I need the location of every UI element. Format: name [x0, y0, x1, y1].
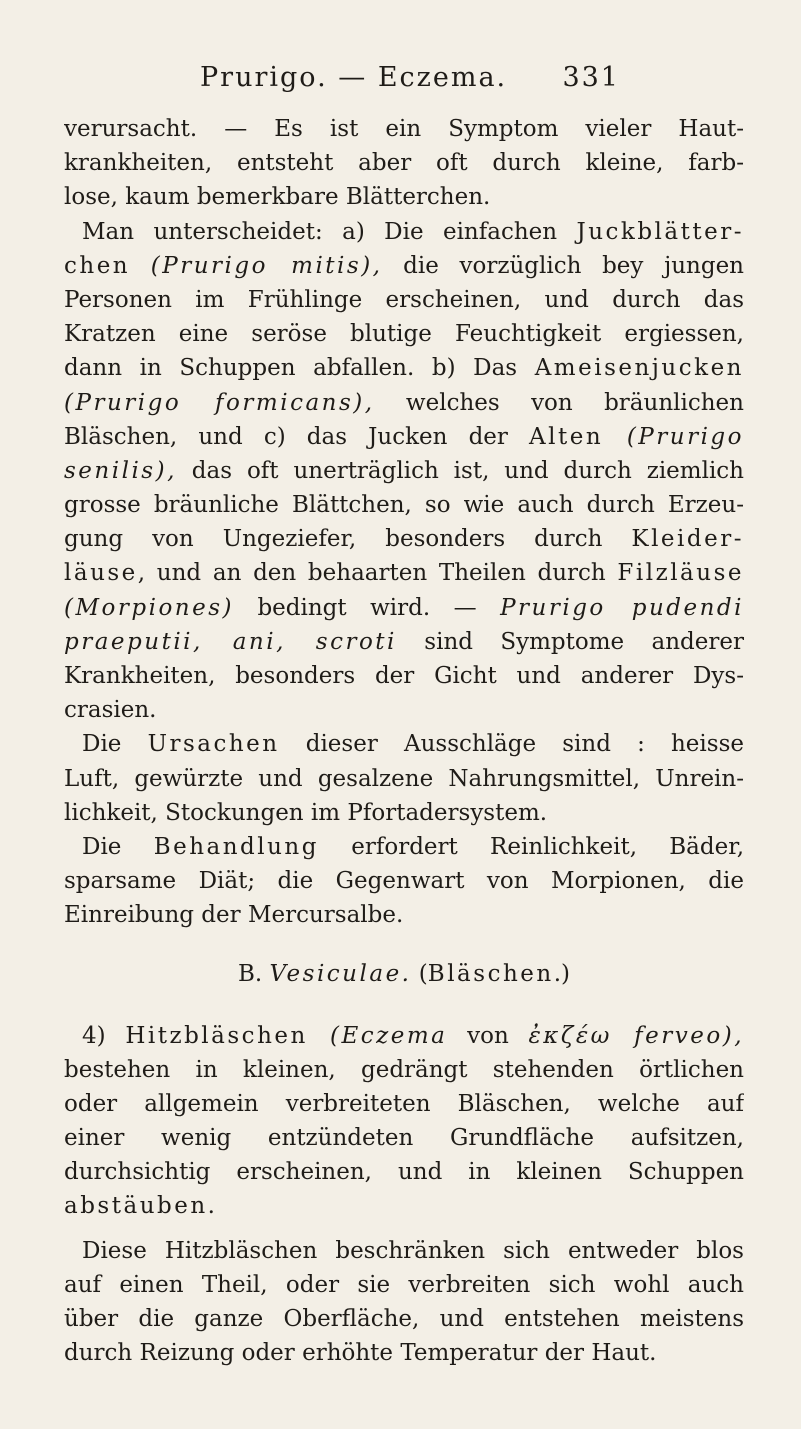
text-line: Einreibung der Mercursalbe. — [64, 902, 404, 929]
page-number: 331 — [562, 62, 620, 93]
running-head — [200, 58, 620, 98]
text-line: durch Reizung oder erhöhte Temperatur der Haut. — [64, 1340, 657, 1367]
text-line: Krankheiten, besonders der Gicht und anderer Dys- — [64, 663, 744, 689]
text-line — [64, 1019, 744, 1053]
emphasis-term: Filzläuse — [617, 560, 744, 587]
text-run: , und an den behaarten Theilen durch — [137, 560, 618, 587]
section-heading — [64, 949, 744, 999]
latin-term: (Prurigo — [603, 423, 744, 450]
text-line: verursacht. — Es ist ein Symptom vieler Haut- — [64, 116, 744, 142]
text-line: crasien. — [64, 697, 157, 724]
latin-term: praeputii, ani, scroti — [64, 628, 397, 655]
emphasis-term: chen — [64, 252, 131, 279]
greek-term: ἐκζέω — [528, 1022, 612, 1049]
text-line: Personen im Frühlinge erscheinen, und durch das — [64, 286, 744, 313]
text-line — [64, 625, 744, 659]
text-line — [64, 591, 744, 625]
text-line: bestehen in kleinen, gedrängt stehenden örtlichen — [64, 1056, 744, 1083]
text-line: Diese Hitzbläschen beschränken sich entweder blos — [82, 1237, 744, 1264]
text-run: 4) — [82, 1022, 126, 1049]
latin-term: (Prurigo mitis), — [150, 252, 383, 279]
text-line — [64, 215, 744, 249]
text-run: Bläschen, und c) das Jucken der — [64, 423, 530, 450]
running-head-title: Prurigo. — Eczema. — [200, 62, 508, 93]
text-run: das oft unerträglich ist, und durch ziemlich — [176, 457, 744, 484]
heading-paren: ( — [411, 960, 428, 987]
text-run: Die — [82, 731, 148, 758]
paragraph-4 — [64, 830, 744, 933]
paragraph-2 — [64, 215, 744, 728]
text-run: dann in Schuppen abfallen. b) Das — [64, 355, 535, 382]
text-run: sind Symptome anderer — [396, 628, 744, 655]
text-run: die vorzüglich bey jungen — [382, 252, 744, 279]
heading-paren: .) — [553, 960, 570, 987]
text-run: Man unterscheidet: a) Die einfachen — [82, 218, 577, 245]
text-run: bedingt wird. — — [234, 594, 501, 621]
text-line: auf einen Theil, oder sie verbreiten sich wohl auch — [64, 1271, 744, 1298]
text-run: Die — [82, 833, 154, 860]
latin-term: (Prurigo formicans), — [64, 389, 375, 416]
emphasis-term: Kleider- — [631, 526, 744, 553]
text-run: gung von Ungeziefer, besonders durch — [64, 526, 632, 553]
emphasis-term: Ursachen — [147, 731, 280, 758]
text-line: Luft, gewürzte und gesalzene Nahrungsmittel, Unrein- — [64, 765, 744, 792]
latin-term: (Eczema — [307, 1022, 448, 1049]
emphasis-term: Alten — [529, 423, 604, 450]
latin-term: senilis), — [64, 457, 177, 484]
text-line: grosse bräunliche Blättchen, so wie auch durch Erzeu- — [64, 492, 744, 519]
text-line: sparsame Diät; die Gegenwart von Morpionen, die — [64, 868, 744, 895]
emphasis-term: Ameisenjucken — [534, 355, 744, 382]
paragraph-6 — [64, 1234, 744, 1371]
text-line: durchsichtig erscheinen, und in kleinen Schuppen — [64, 1159, 744, 1186]
text-run: welches von bräunlichen — [374, 389, 744, 416]
text-line: Kratzen eine seröse blutige Feuchtigkeit ergiessen, — [64, 321, 744, 348]
text-line: oder allgemein verbreiteten Bläschen, welche auf — [64, 1090, 744, 1117]
text-line — [64, 249, 744, 283]
text-line — [64, 454, 744, 488]
text-line: über die ganze Oberfläche, und entstehen meistens — [64, 1306, 744, 1332]
text-line: abstäuben. — [64, 1193, 218, 1220]
text-line — [64, 556, 744, 590]
text-line: lose, kaum bemerkbare Blätterchen. — [64, 184, 491, 211]
text-line — [64, 522, 744, 556]
text-line: einer wenig entzündeten Grundfläche aufsitzen, — [64, 1125, 744, 1152]
body-text — [64, 112, 744, 1370]
heading-letter: B. — [238, 960, 270, 987]
paragraph-1 — [64, 112, 744, 215]
text-line — [64, 351, 744, 385]
latin-term: ferveo), — [611, 1022, 744, 1049]
text-run: von — [447, 1022, 529, 1049]
paragraph-5 — [64, 1019, 744, 1224]
text-run: erfordert Reinlichkeit, Bäder, — [318, 833, 744, 860]
text-line — [64, 727, 744, 761]
emphasis-term: Behandlung — [153, 833, 319, 860]
emphasis-term: Hitzbläschen — [125, 1022, 308, 1049]
text-line — [64, 420, 744, 454]
text-run: dieser Ausschläge sind : heisse — [279, 731, 744, 758]
text-line: krankheiten, entsteht aber oft durch kleine, farb- — [64, 150, 744, 177]
latin-term: Prurigo pudendi — [500, 594, 744, 621]
emphasis-term: läuse — [64, 560, 138, 587]
paragraph-3 — [64, 727, 744, 830]
text-line — [64, 830, 744, 864]
paragraph-gap — [64, 1224, 744, 1234]
text-line: lichkeit, Stockungen im Pfortadersystem. — [64, 799, 548, 826]
latin-term: (Morpiones) — [64, 594, 234, 621]
text-line — [64, 386, 744, 420]
emphasis-term: Juckblätter- — [576, 218, 744, 245]
heading-german-term: Bläschen — [427, 960, 554, 987]
heading-latin-term: Vesiculae. — [269, 960, 412, 987]
